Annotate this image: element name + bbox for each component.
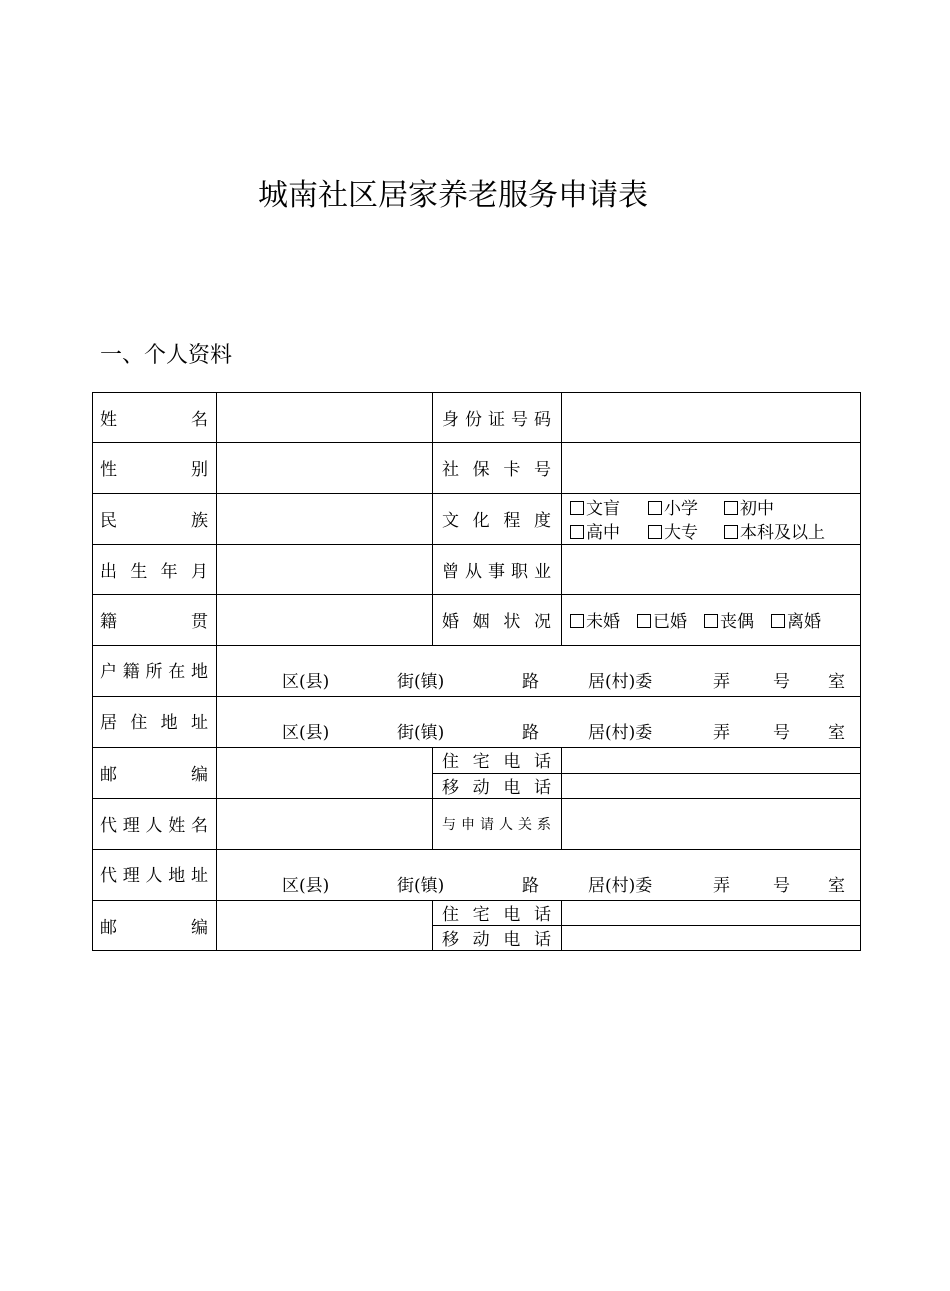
checkbox-icon[interactable] <box>570 525 584 539</box>
table-border <box>432 493 433 544</box>
education-option[interactable] <box>648 494 724 519</box>
agent-address-part: 弄 <box>713 876 730 896</box>
mobile-field-2[interactable] <box>561 925 860 950</box>
checkbox-icon[interactable] <box>724 501 738 515</box>
marital-option[interactable] <box>570 607 637 632</box>
relation-field[interactable] <box>561 798 860 849</box>
label-id-number: 身 份 证 号 码 <box>442 409 551 430</box>
occupation-field[interactable] <box>561 544 860 594</box>
option-label: 丧偶 <box>720 612 754 632</box>
education-option[interactable] <box>570 518 648 543</box>
label-social-card: 社 保 卡 号 <box>442 460 551 480</box>
table-border <box>561 493 562 544</box>
table-border <box>92 950 861 951</box>
checkbox-icon[interactable] <box>724 525 738 539</box>
checkbox-icon[interactable] <box>570 501 584 515</box>
household-address-part: 弄 <box>713 672 730 692</box>
label-home-phone-2: 住 宅 电 话 <box>442 905 551 925</box>
social-card-field[interactable] <box>561 442 860 493</box>
education-option[interactable] <box>724 518 834 543</box>
label-gender: 性 别 <box>100 460 208 480</box>
postcode-field-2[interactable] <box>216 900 432 950</box>
residence-address-part: 号 <box>773 723 790 743</box>
id-number-field[interactable] <box>561 392 860 442</box>
table-border <box>432 594 433 645</box>
label-marital: 婚 姻 状 况 <box>442 612 551 632</box>
native-place-field[interactable] <box>216 594 432 645</box>
agent-address-part: 区(县) <box>282 876 330 896</box>
birth-field[interactable] <box>216 544 432 594</box>
label-residence-address: 居 住 地 址 <box>100 712 208 733</box>
label-household-address: 户 籍 所 在 地 <box>100 661 208 682</box>
marital-option[interactable] <box>637 607 704 632</box>
checkbox-icon[interactable] <box>648 525 662 539</box>
ethnicity-field[interactable] <box>216 493 432 544</box>
agent-name-field[interactable] <box>216 798 432 849</box>
education-option[interactable] <box>648 518 724 543</box>
label-name: 姓 名 <box>100 409 208 430</box>
marital-option[interactable] <box>771 607 841 632</box>
residence-address-part: 街(镇) <box>397 723 445 743</box>
postcode-field[interactable] <box>216 747 432 798</box>
agent-address-part: 街(镇) <box>397 876 445 896</box>
household-address-part: 区(县) <box>282 672 330 692</box>
table-border <box>92 392 93 951</box>
household-address-part: 号 <box>773 672 790 692</box>
household-address-part: 室 <box>828 672 845 692</box>
option-label: 大专 <box>664 523 698 544</box>
label-postcode-2: 邮 编 <box>100 917 208 938</box>
household-address-part: 居(村)委 <box>588 672 653 692</box>
table-border <box>561 594 562 645</box>
option-label: 小学 <box>664 498 698 519</box>
label-occupation: 曾 从 事 职 业 <box>442 561 551 582</box>
education-option[interactable] <box>724 494 834 519</box>
label-ethnicity: 民 族 <box>100 511 208 531</box>
label-relation: 与 申 请 人 关 系 <box>442 816 551 833</box>
checkbox-icon[interactable] <box>648 501 662 515</box>
label-mobile-2: 移 动 电 话 <box>442 930 551 950</box>
section-heading: 一、个人资料 <box>100 343 233 368</box>
checkbox-icon[interactable] <box>771 614 785 628</box>
agent-address-part: 号 <box>773 876 790 896</box>
residence-address-part: 弄 <box>713 723 730 743</box>
household-address-part: 街(镇) <box>397 672 445 692</box>
gender-field[interactable] <box>216 442 432 493</box>
label-education: 文 化 程 度 <box>442 511 551 531</box>
option-label: 高中 <box>586 523 620 544</box>
checkbox-icon[interactable] <box>570 614 584 628</box>
table-border <box>432 798 433 849</box>
label-birth: 出 生 年 月 <box>100 561 208 582</box>
option-label: 离婚 <box>787 612 821 632</box>
label-mobile: 移 动 电 话 <box>442 777 551 798</box>
marital-option[interactable] <box>704 607 771 632</box>
form-title: 城南社区居家养老服务申请表 <box>258 178 648 213</box>
checkbox-icon[interactable] <box>704 614 718 628</box>
table-border <box>432 442 433 493</box>
table-border <box>860 392 861 951</box>
household-address-part: 路 <box>522 672 539 692</box>
marital-options <box>570 594 859 645</box>
option-label: 文盲 <box>586 498 620 519</box>
label-native-place: 籍 贯 <box>100 612 208 632</box>
residence-address-part: 居(村)委 <box>588 723 653 743</box>
mobile-field[interactable] <box>561 773 860 799</box>
table-border <box>432 544 433 594</box>
label-agent-address: 代 理 人 地 址 <box>100 865 208 886</box>
agent-address-part: 路 <box>522 876 539 896</box>
education-options <box>570 494 859 543</box>
residence-address-part: 路 <box>522 723 539 743</box>
agent-address-part: 居(村)委 <box>588 876 653 896</box>
option-label: 本科及以上 <box>740 523 825 544</box>
option-label: 未婚 <box>586 612 620 632</box>
home-phone-field[interactable] <box>561 747 860 773</box>
option-label: 已婚 <box>653 612 687 632</box>
option-label: 初中 <box>740 498 774 519</box>
label-home-phone: 住 宅 电 话 <box>442 752 551 773</box>
table-border <box>432 392 433 442</box>
residence-address-part: 区(县) <box>282 723 330 743</box>
name-field[interactable] <box>216 392 432 442</box>
home-phone-field-2[interactable] <box>561 900 860 925</box>
label-agent-name: 代 理 人 姓 名 <box>100 816 208 836</box>
education-option[interactable] <box>570 494 648 519</box>
checkbox-icon[interactable] <box>637 614 651 628</box>
label-postcode: 邮 编 <box>100 765 208 785</box>
residence-address-part: 室 <box>828 723 845 743</box>
agent-address-part: 室 <box>828 876 845 896</box>
